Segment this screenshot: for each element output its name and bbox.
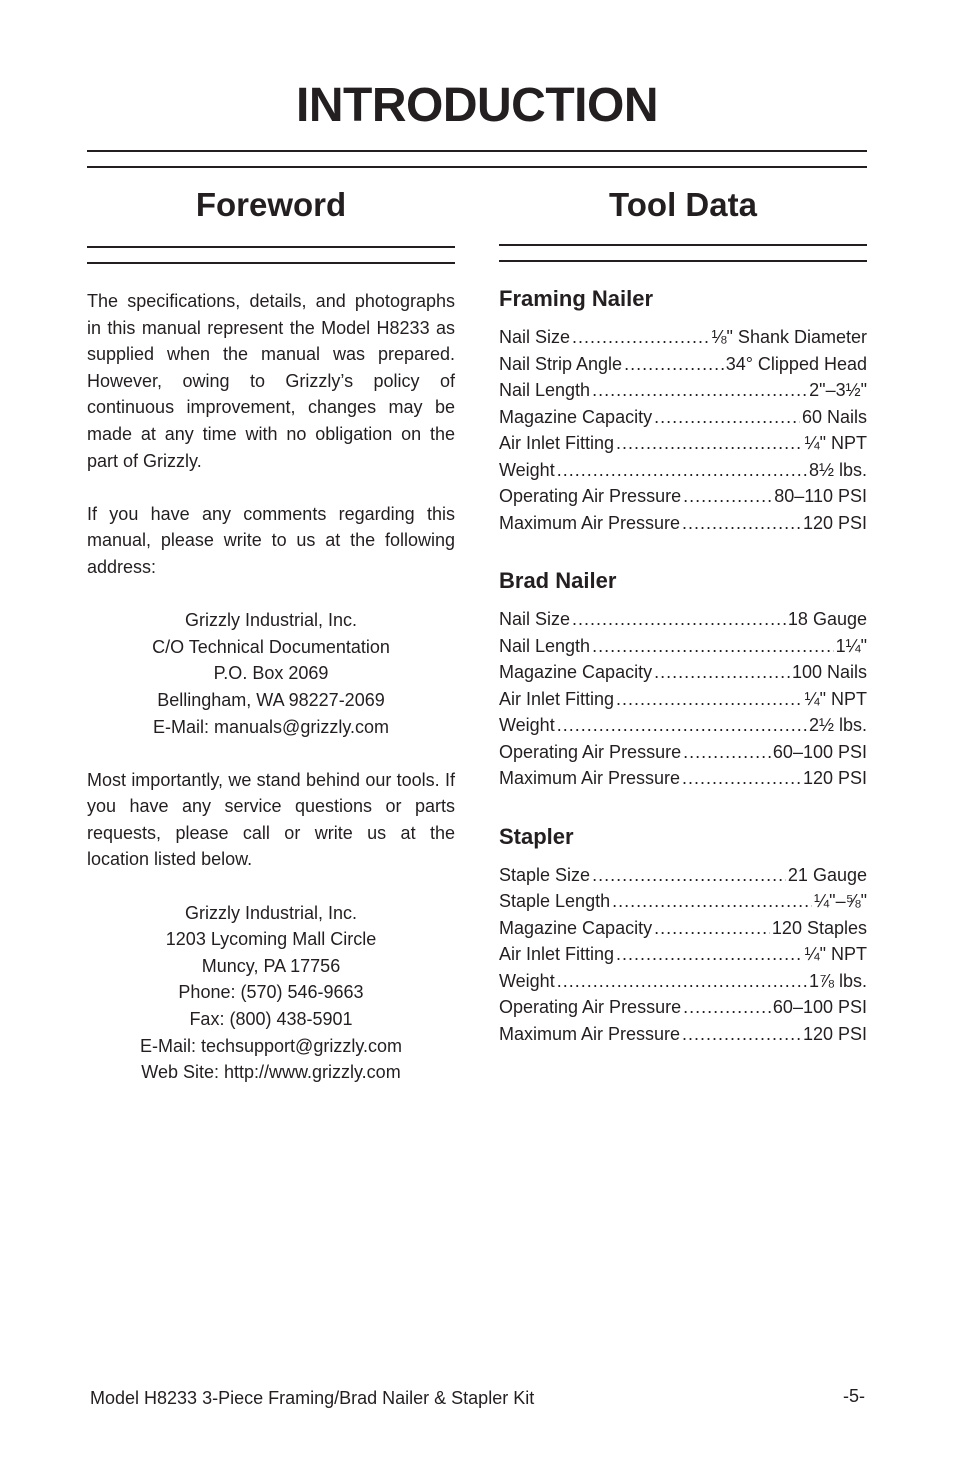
foreword-paragraph-1: The specifications, details, and photographs in this manual represent the Model H8233 as supplied when the manual was prepared. However, owing to Grizzly’s policy of continuous improvement, changes may be made at any time with no obligation on the part of Grizzly. [87,291,455,471]
tool-data-heading: Tool Data [609,186,757,223]
spec-row [499,324,867,351]
dot-leader [616,941,803,968]
foreword-rule-bottom [87,262,455,264]
spec-label: Operating Air Pressure [499,486,682,506]
dot-leader [557,457,807,484]
address-line: 1203 Lycoming Mall Circle [165,929,377,950]
title-rule-top [87,150,867,152]
dot-leader [683,483,772,510]
dot-leader [557,712,807,739]
dot-leader [592,377,807,404]
footer-model-text: Model H8233 3-Piece Framing/Brad Nailer & Stapler Kit [90,1388,535,1408]
spec-value: ¼" NPT [804,944,867,964]
website-line: Web Site: http://www.grizzly.com [141,1062,401,1083]
spec-label: Staple Size [499,864,591,885]
spec-label: Weight [499,970,555,991]
foreword-column [87,288,455,1112]
spec-value: ¼" NPT [804,688,867,709]
spec-value: 120 PSI [802,512,867,533]
spec-value: 21 Gauge [787,864,867,885]
spec-row [499,888,867,915]
dot-leader [654,659,790,686]
spec-value: 80–110 PSI [774,486,867,506]
documentation-address [87,607,455,740]
spec-label: Operating Air Pressure [499,741,682,762]
spec-row [499,404,867,431]
spec-value: 18 Gauge [787,609,867,629]
spec-row [499,351,867,378]
address-line: Grizzly Industrial, Inc. [184,902,358,923]
spec-section-title: Framing Nailer [499,286,654,311]
address-line: Bellingham, WA 98227-2069 [157,689,385,710]
spec-section [499,284,867,536]
dot-leader [654,404,800,431]
spec-row [499,430,867,457]
spec-label: Maximum Air Pressure [499,1023,681,1044]
spec-value: 60 Nails [801,406,867,427]
dot-leader [682,1021,801,1048]
spec-label: Nail Strip Angle [499,353,623,374]
spec-section [499,822,867,1048]
tool-data-rule-bottom [499,260,867,262]
dot-leader [612,888,812,915]
spec-row [499,377,867,404]
spec-row [499,862,867,889]
spec-value: 34° Clipped Head [725,353,867,374]
spec-label: Nail Length [499,380,591,400]
spec-label: Air Inlet Fitting [499,688,615,709]
spec-row [499,941,867,968]
spec-row [499,457,867,484]
spec-row [499,915,867,942]
tool-data-rule-top [499,244,867,246]
spec-value: 2½ lbs. [808,715,867,735]
email-line: E-Mail: manuals@grizzly.com [153,716,389,737]
spec-row [499,510,867,537]
spec-label: Nail Length [499,635,591,656]
spec-row [499,968,867,995]
spec-row [499,606,867,633]
address-line: C/O Technical Documentation [152,636,390,657]
tool-data-column [499,284,867,1077]
foreword-paragraph-2: If you have any comments regarding this manual, please write to us at the following address: [87,503,455,577]
spec-label: Magazine Capacity [499,406,653,427]
address-line: P.O. Box 2069 [213,663,329,684]
spec-label: Air Inlet Fitting [499,433,615,453]
spec-row [499,712,867,739]
dot-leader [592,862,786,889]
dot-leader [683,739,771,766]
spec-row [499,765,867,792]
spec-label: Operating Air Pressure [499,997,682,1017]
dot-leader [572,324,710,351]
dot-leader [624,351,724,378]
spec-label: Magazine Capacity [499,917,653,938]
spec-row [499,686,867,713]
spec-label: Maximum Air Pressure [499,512,681,533]
page-title: INTRODUCTION [296,79,658,132]
spec-label: Maximum Air Pressure [499,768,681,788]
spec-section [499,566,867,792]
email-line: E-Mail: techsupport@grizzly.com [139,1035,402,1056]
title-rule-bottom [87,166,867,168]
spec-row [499,483,867,510]
spec-label: Weight [499,459,555,480]
spec-value: 2"–3½" [809,380,867,400]
foreword-rule-top [87,246,455,248]
spec-label: Nail Size [499,327,571,347]
spec-row [499,994,867,1021]
dot-leader [616,686,803,713]
address-line: Muncy, PA 17756 [201,955,341,976]
foreword-heading: Foreword [195,186,347,223]
spec-value: ⅛" Shank Diameter [711,327,867,347]
spec-value: ¼"–⅝" [814,891,867,911]
spec-label: Staple Length [499,891,611,911]
spec-row [499,633,867,660]
spec-label: Weight [499,715,555,735]
spec-value: 1⅞ lbs. [808,970,867,991]
service-address [87,900,455,1086]
dot-leader [682,765,801,792]
foreword-paragraph-3: Most importantly, we stand behind our tools. If you have any service questions or parts requests, please call or write us at the location listed below. [87,769,455,870]
spec-value: 8½ lbs. [808,459,867,480]
spec-row [499,659,867,686]
spec-label: Magazine Capacity [499,662,653,682]
spec-row [499,1021,867,1048]
spec-value: 120 PSI [802,1023,867,1044]
page-number: -5- [843,1386,865,1406]
spec-section-title: Brad Nailer [499,568,617,593]
dot-leader [616,430,803,457]
dot-leader [683,994,771,1021]
spec-value: 60–100 PSI [772,997,867,1017]
address-line: Grizzly Industrial, Inc. [184,610,358,631]
spec-section-title: Stapler [499,823,574,849]
spec-value: 120 Staples [771,917,867,938]
spec-value: 100 Nails [791,662,867,682]
spec-value: ¼" NPT [804,433,867,453]
spec-label: Nail Size [499,609,571,629]
spec-label: Air Inlet Fitting [499,944,615,964]
fax-line: Fax: (800) 438-5901 [189,1009,353,1030]
spec-value: 1¼" [835,635,867,656]
dot-leader [682,510,801,537]
dot-leader [557,968,807,995]
spec-row [499,739,867,766]
spec-value: 60–100 PSI [772,741,867,762]
phone-line: Phone: (570) 546-9663 [178,982,364,1003]
dot-leader [654,915,770,942]
dot-leader [592,633,834,660]
dot-leader [572,606,786,633]
spec-value: 120 PSI [802,768,867,788]
